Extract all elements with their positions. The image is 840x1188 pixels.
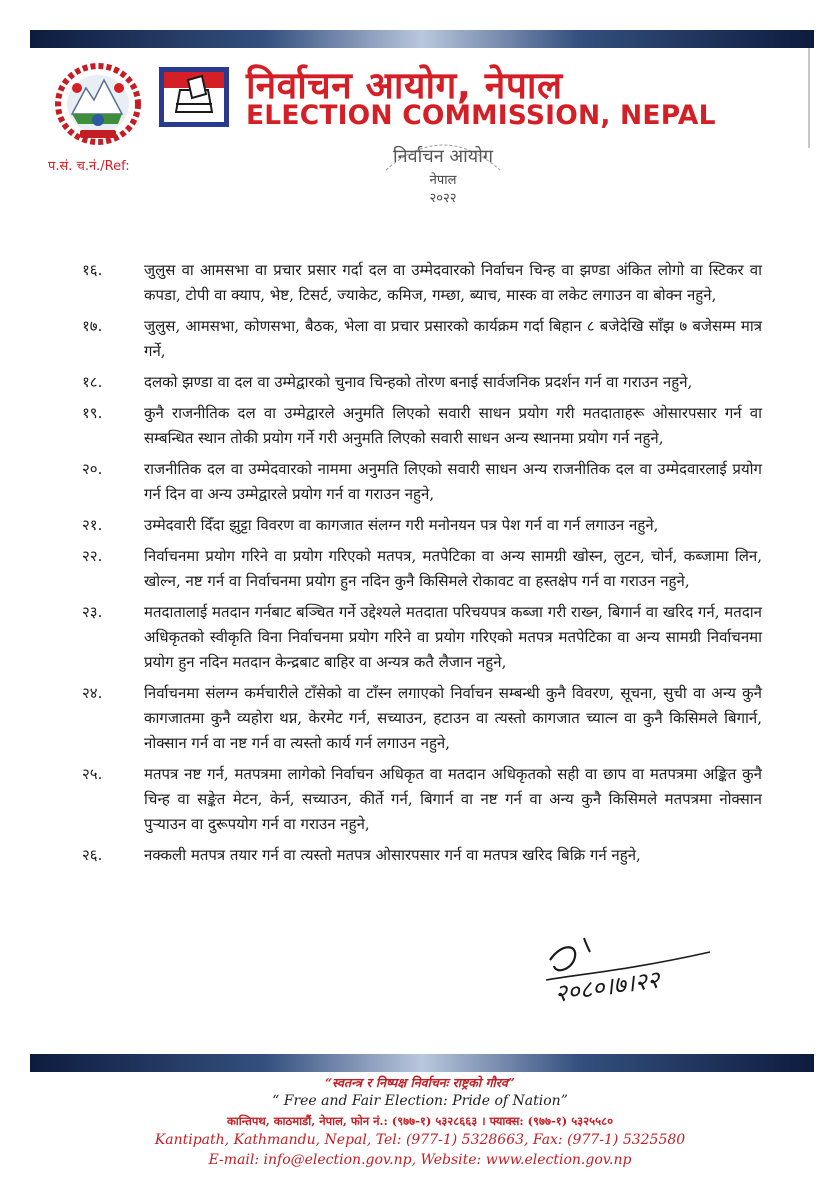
item-text: जुलुस, आमसभा, कोणसभा, बैठक, भेला वा प्रचार प्रसारको कार्यक्रम गर्दा बिहान ८ बजेदेखि साँझ ७ बजेसम्म मात्र गर्ने, [144, 317, 762, 360]
motto-english: “ Free and Fair Election: Pride of Nation” [272, 1093, 568, 1109]
list-item [82, 314, 762, 364]
item-number: २१. [82, 516, 103, 534]
item-number: २६. [82, 846, 103, 864]
stamp-line-1: निर्वाचन आयोग [392, 146, 494, 167]
list-item [82, 370, 762, 395]
item-number: २४. [82, 684, 103, 702]
signature [540, 930, 720, 1008]
list-item [82, 457, 762, 507]
title-nepali: निर्वाचन आयोग, नेपाल [246, 64, 563, 107]
stamp-line-2: नेपाल [429, 173, 457, 188]
item-number: २२. [82, 547, 103, 565]
office-stamp [378, 130, 508, 210]
motto-nepali: “स्वतन्त्र र निष्पक्ष निर्वाचनः राष्ट्रको गौरव” [324, 1075, 515, 1090]
item-number: २३. [82, 603, 103, 621]
item-text: जुलुस वा आमसभा वा प्रचार प्रसार गर्दा दल वा उम्मेदवारको निर्वाचन चिन्ह वा झण्डा अंकित लोगो वा स्टिकर वा कपडा, टोपी वा क्याप, भेष्ट, टिसर्ट, ज्याकेट, कमिज, गम्छा, ब्याच, मास्क वा लकेट लगाउन वा बोक्न नहुने, [144, 261, 762, 304]
nepal-emblem-icon [52, 58, 144, 146]
list-item [82, 513, 762, 538]
list-item [82, 843, 762, 868]
list-item [82, 681, 762, 756]
item-text: नक्कली मतपत्र तयार गर्न वा त्यस्तो मतपत्र ओसारपसार गर्न वा मतपत्र खरिद बिक्रि गर्न नहुने, [144, 846, 641, 864]
item-number: १६. [82, 261, 103, 279]
item-number: १८. [82, 373, 103, 391]
item-text: मतपत्र नष्ट गर्न, मतपत्रमा लागेको निर्वाचन अधिकृत वा मतदान अधिकृतको सही वा छाप वा मतपत्रमा अङ्कित कुनै चिन्ह वा सङ्केत मेटन, केर्न, सच्याउन, कीर्ते गर्न, बिगार्न वा नष्ट गर्न वा अन्य कुनै किसिमले मतपत्रमा नोक्सान पुऱ्याउन वा दुरूपयोग गर्न वा गराउन नहुने, [144, 765, 762, 833]
item-text: कुनै राजनीतिक दल वा उम्मेद्वारले अनुमति लिएको सवारी साधन प्रयोग गरी मतदाताहरू ओसारपसार गर्न वा सम्बन्धित स्थान तोकी प्रयोग गर्ने गरी अनुमति लिएको सवारी साधन अन्य स्थानमा प्रयोग गर्न नहुने, [144, 404, 762, 447]
item-number: २०. [82, 460, 103, 478]
code-of-conduct-list [82, 258, 762, 874]
contact-info: E-mail: info@election.gov.np, Website: www.election.gov.np [208, 1152, 632, 1168]
header-band [30, 30, 814, 48]
ballot-box-logo-icon [158, 66, 230, 128]
item-text: निर्वाचनमा संलग्न कर्मचारीले टाँसेको वा टाँस्न लगाएको निर्वाचन सम्बन्धी कुनै विवरण, सूचना, सुची वा अन्य कुनै कागजातमा कुनै व्यहोरा थप्न, केरमेट गर्न, सच्याउन, हटाउन वा त्यस्तो कागजात च्यात्न वा कुनै किसिमले बिगार्न, नोक्सान गर्न वा नष्ट गर्न वा त्यस्तो कार्य गर्न लगाउन नहुने, [144, 684, 762, 752]
address-english: Kantipath, Kathmandu, Nepal, Tel: (977-1) 5328663, Fax: (977-1) 5325580 [154, 1132, 686, 1148]
item-text: मतदातालाई मतदान गर्नबाट बञ्चित गर्ने उद्देश्यले मतदाता परिचयपत्र कब्जा गरी राख्न, बिगार्न वा खरिद गर्न, मतदान अधिकृतको स्वीकृति विना निर्वाचनमा प्रयोग गरिने वा प्रयोग गरिएको मतपत्र मतपेटिका वा अन्य सामग्री निर्वाचनमा प्रयोग हुन नदिन मतदान केन्द्रबाट बाहिर वा अन्यत्र कतै लैजान नहुने, [144, 603, 762, 671]
list-item [82, 544, 762, 594]
footer-band [30, 1054, 814, 1072]
item-text: उम्मेदवारी दिँदा झुट्टा विवरण वा कागजात संलग्न गरी मनोनयन पत्र पेश गर्न वा गर्न लगाउन नहुने, [144, 516, 659, 534]
list-item [82, 258, 762, 308]
reference-label: प.सं. च.नं./Ref: [48, 159, 130, 174]
list-item [82, 762, 762, 837]
item-number: १९. [82, 404, 103, 422]
stamp-line-3: २०२२ [429, 191, 457, 206]
item-number: २५. [82, 765, 103, 783]
item-text: निर्वाचनमा प्रयोग गरिने वा प्रयोग गरिएको मतपत्र, मतपेटिका वा अन्य सामग्री खोस्न, लुटन, चोर्न, कब्जामा लिन, खोल्न, नष्ट गर्न वा निर्वाचनमा प्रयोग हुन नदिन कुनै किसिमले रोकावट वा हस्तक्षेप गर्न वा गराउन नहुने, [144, 547, 762, 590]
title-english: ELECTION COMMISSION, NEPAL [246, 100, 716, 131]
item-text: राजनीतिक दल वा उम्मेदवारको नाममा अनुमति लिएको सवारी साधन अन्य राजनीतिक दल वा उम्मेदवारलाई प्रयोग गर्न दिन वा अन्य उम्मेद्वारले प्रयोग गर्न वा गराउन नहुने, [144, 460, 762, 503]
list-item [82, 401, 762, 451]
item-number: १७. [82, 317, 103, 335]
item-text: दलको झण्डा वा दल वा उम्मेद्वारको चुनाव चिन्हको तोरण बनाई सार्वजनिक प्रदर्शन गर्न वा गराउन नहुने, [144, 373, 693, 391]
signature-date: २०८०।७।२२ [552, 965, 662, 1008]
address-nepali: कान्तिपथ, काठमाडौं, नेपाल, फोन नं.: (९७७-१) ५३२८६६३ । फ्याक्स: (९७७-१) ५३२५५८० [226, 1114, 614, 1128]
list-item [82, 600, 762, 675]
